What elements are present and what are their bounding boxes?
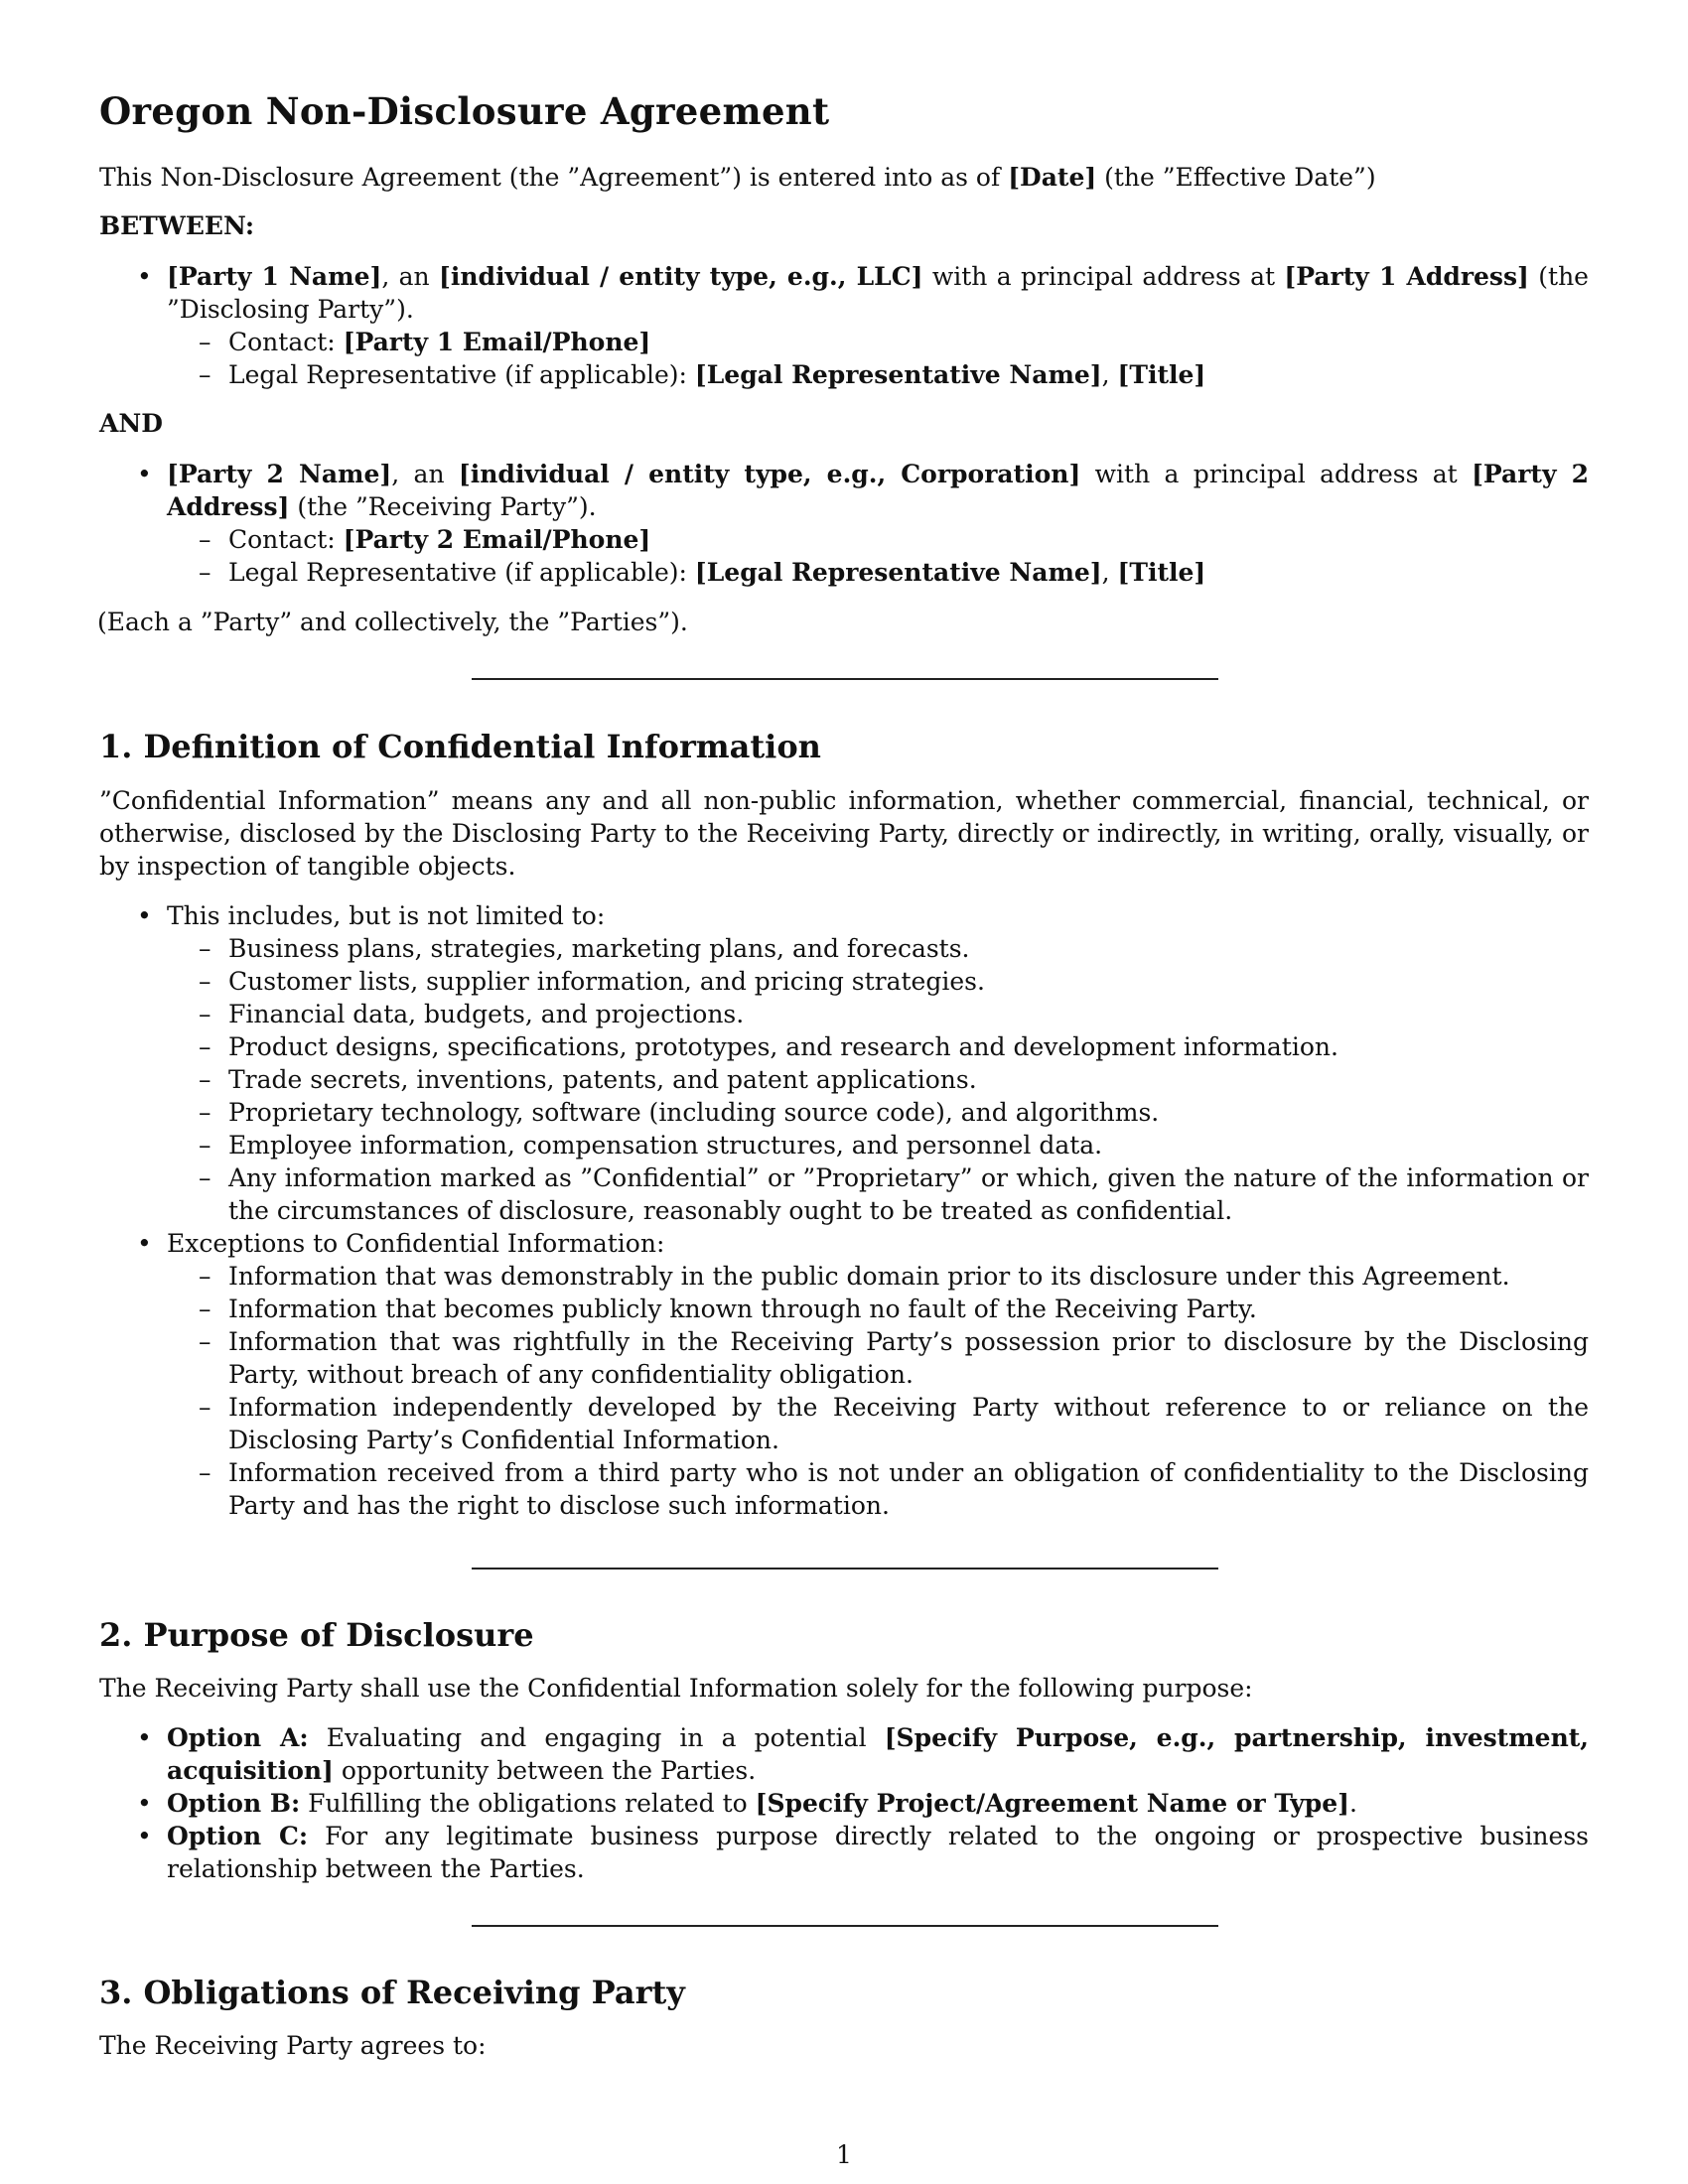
- list-item: – Customer lists, supplier information, and pricing strategies.: [167, 965, 1589, 998]
- section2-heading: 2. Purpose of Disclosure: [99, 1616, 534, 1654]
- section1-paragraph: ”Confidential Information” means any and all non-public information, whether commercial, financial, technical, or otherwise, disclosed by the Disclosing Party to the Receiving Party, directly or indirectly, in writing, orally, visually, or by inspection of tangible objects.: [99, 786, 1589, 881]
- list-item: – Trade secrets, inventions, patents, and patent applications.: [167, 1063, 1589, 1096]
- includes-item: • This includes, but is not limited to: – Business plans, strategies, marketing plans, and forecasts. – Customer lists, supplier information, and pricing strategies. – Financial data, budgets, and projections. – Product designs, specifications, prototypes, and research and development information. – Trade secrets, inventions, patents, and patent applications. – Proprietary technology, software (including source code), and algorithms. – Employee information, compensation structures, and personnel data. – Any information marked as ”Confidential” or ”Proprietary” or which, given the nature of the information or the circumstances of disclosure, reasonably ought to be treated as confidential.: [99, 899, 1589, 1227]
- section2-paragraph: The Receiving Party shall use the Confidential Information solely for the following purpose:: [99, 1674, 1253, 1703]
- section-divider: [472, 1568, 1218, 1570]
- party2-item: • [Party 2 Name], an [individual / entity type, e.g., Corporation] with a principal address at [Party 2 Address] (the ”Receiving Party”). – Contact: [Party 2 Email/Phone] – Legal Representative (if applicable): [Legal Representative Name], [Title]: [99, 458, 1589, 589]
- list-item: – Information that was rightfully in the Receiving Party’s possession prior to disclosure by the Disclosing Party, without breach of any confidentiality obligation.: [167, 1325, 1589, 1391]
- section3-paragraph: The Receiving Party agrees to:: [99, 2031, 487, 2060]
- section1-list: [99, 899, 1589, 1522]
- list-item: – Employee information, compensation structures, and personnel data.: [167, 1129, 1589, 1161]
- party1-representative: – Legal Representative (if applicable): [Legal Representative Name], [Title]: [167, 358, 1589, 391]
- document-title: Oregon Non-Disclosure Agreement: [99, 89, 830, 133]
- party1-list: [99, 260, 1589, 391]
- page-number: 1: [836, 2140, 852, 2169]
- intro-paragraph: This Non-Disclosure Agreement (the ”Agreement”) is entered into as of [Date] (the ”Effective Date”): [99, 163, 1376, 192]
- and-label: AND: [99, 409, 163, 438]
- section2-options: [99, 1721, 1589, 1885]
- party1-contact: – Contact: [Party 1 Email/Phone]: [167, 326, 1589, 358]
- list-item: – Information received from a third party who is not under an obligation of confidentiality to the Disclosing Party and has the right to disclose such information.: [167, 1456, 1589, 1522]
- section3-heading: 3. Obligations of Receiving Party: [99, 1974, 685, 2011]
- document-page: [99, 0, 1589, 2184]
- list-item: – Any information marked as ”Confidential” or ”Proprietary” or which, given the nature of the information or the circumstances of disclosure, reasonably ought to be treated as confidential.: [167, 1161, 1589, 1227]
- exceptions-list: [167, 1260, 1589, 1522]
- list-item: – Product designs, specifications, prototypes, and research and development information.: [167, 1030, 1589, 1063]
- list-item: – Financial data, budgets, and projections.: [167, 998, 1589, 1030]
- option-c: • Option C: For any legitimate business purpose directly related to the ongoing or prospective business relationship between the Parties.: [99, 1820, 1589, 1885]
- section-divider: [472, 678, 1218, 680]
- date-placeholder: [Date]: [1008, 163, 1097, 192]
- list-item: – Information that was demonstrably in the public domain prior to its disclosure under this Agreement.: [167, 1260, 1589, 1293]
- parties-note: (Each a ”Party” and collectively, the ”Parties”).: [97, 608, 688, 636]
- party2-list: [99, 458, 1589, 589]
- exceptions-item: • Exceptions to Confidential Information: – Information that was demonstrably in the public domain prior to its disclosure under this Agreement. – Information that becomes publicly known through no fault of the Receiving Party. – Information that was rightfully in the Receiving Party’s possession prior to disclosure by the Disclosing Party, without breach of any confidentiality obligation. – Information independently developed by the Receiving Party without reference to or reliance on the Disclosing Party’s Confidential Information. – Information received from a third party who is not under an obligation of confidentiality to the Disclosing Party and has the right to disclose such information.: [99, 1227, 1589, 1522]
- party2-contact: – Contact: [Party 2 Email/Phone]: [167, 523, 1589, 556]
- option-b: • Option B: Fulfilling the obligations related to [Specify Project/Agreement Name or Type].: [99, 1787, 1589, 1820]
- list-item: – Information independently developed by the Receiving Party without reference to or reliance on the Disclosing Party’s Confidential Information.: [167, 1391, 1589, 1456]
- party2-representative: – Legal Representative (if applicable): [Legal Representative Name], [Title]: [167, 556, 1589, 589]
- list-item: – Proprietary technology, software (including source code), and algorithms.: [167, 1096, 1589, 1129]
- list-item: – Information that becomes publicly known through no fault of the Receiving Party.: [167, 1293, 1589, 1325]
- includes-list: [167, 932, 1589, 1227]
- option-a: • Option A: Evaluating and engaging in a potential [Specify Purpose, e.g., partnership, investment, acquisition] opportunity between the Parties.: [99, 1721, 1589, 1787]
- between-label: BETWEEN:: [99, 211, 255, 240]
- list-item: – Business plans, strategies, marketing plans, and forecasts.: [167, 932, 1589, 965]
- party1-item: • [Party 1 Name], an [individual / entity type, e.g., LLC] with a principal address at [Party 1 Address] (the ”Disclosing Party”). – Contact: [Party 1 Email/Phone] – Legal Representative (if applicable): [Legal Representative Name], [Title]: [99, 260, 1589, 391]
- section1-heading: 1. Definition of Confidential Information: [99, 728, 821, 765]
- section-divider: [472, 1925, 1218, 1927]
